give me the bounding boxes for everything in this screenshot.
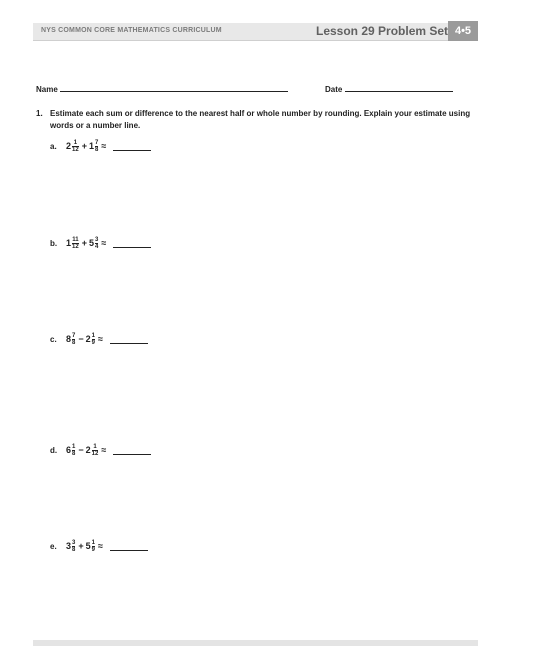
whole-number: 2 [85,445,91,455]
fraction: $\frac{1}{12}$ [72,139,79,153]
whole-number: 6 [66,445,72,455]
approx-symbol: ≈ [97,541,103,551]
grade-module-badge: 4•5 [448,21,478,41]
whole-number: 3 [66,541,72,551]
whole-number: 8 [66,334,72,344]
page-header [33,23,478,41]
date-label: Date [325,85,343,94]
answer-blank[interactable] [113,445,151,455]
problem-label: c. [50,334,57,344]
whole-number: 5 [88,238,94,248]
problem-e [50,537,148,555]
whole-number: 2 [66,141,72,151]
fraction: $\frac{3}{8}$ [72,539,76,553]
fraction: $\frac{1}{9}$ [91,539,95,553]
fraction: $\frac{1}{9}$ [91,332,95,346]
page-footer [33,640,478,646]
curriculum-title: NYS COMMON CORE MATHEMATICS CURRICULUM [41,27,222,34]
operator: − [78,334,84,344]
approx-symbol: ≈ [97,334,103,344]
whole-number: 1 [88,141,94,151]
fraction: $\frac{7}{8}$ [72,332,76,346]
whole-number: 2 [85,334,91,344]
fraction: $\frac{3}{4}$ [94,236,99,250]
date-field[interactable] [325,85,453,94]
operator: − [78,445,84,455]
fraction: $\frac{1}{8}$ [72,443,76,457]
name-field[interactable] [36,85,288,94]
fraction: $\frac{11}{12}$ [72,236,79,250]
name-label: Name [36,85,58,94]
fraction: $\frac{7}{8}$ [94,139,99,153]
answer-blank[interactable] [113,238,151,248]
name-blank[interactable] [60,91,288,92]
approx-symbol: ≈ [101,238,107,248]
whole-number: 1 [66,238,72,248]
problem-c [50,330,148,348]
problem-label: b. [50,238,58,248]
answer-blank[interactable] [110,541,148,551]
answer-blank[interactable] [110,334,148,344]
problem-label: a. [50,141,57,151]
approx-symbol: ≈ [101,445,107,455]
fraction: $\frac{1}{12}$ [91,443,99,457]
whole-number: 5 [85,541,91,551]
problem-a [50,137,151,155]
date-blank[interactable] [345,91,453,92]
approx-symbol: ≈ [101,141,107,151]
question-text: Estimate each sum or difference to the nearest half or whole number by rounding. Explain your estimate using words or a number line. [50,109,471,130]
operator: + [81,238,87,248]
problem-label: e. [50,541,57,551]
operator: + [78,541,84,551]
problem-d [50,441,151,459]
lesson-title: Lesson 29 Problem Set [316,24,449,38]
problem-b [50,234,151,252]
problem-label: d. [50,445,58,455]
operator: + [81,141,87,151]
question-number: 1. [36,109,43,118]
answer-blank[interactable] [113,141,151,151]
